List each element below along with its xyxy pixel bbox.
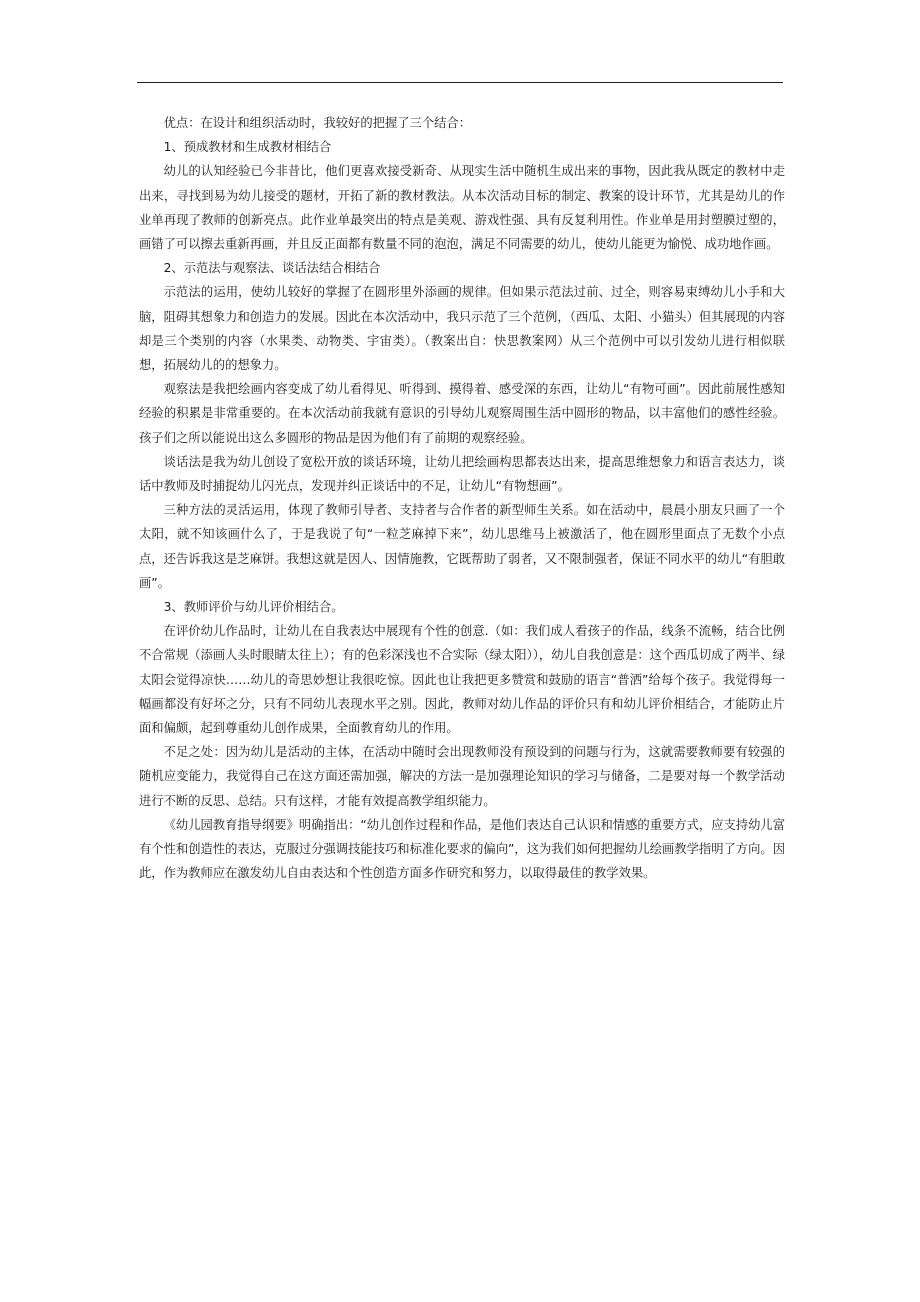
section-heading-2: 2、示范法与观察法、谈话法结合相结合 <box>163 261 381 276</box>
intro-paragraph: 优点：在设计和组织活动时，我较好的把握了三个结合： <box>163 116 472 130</box>
section-heading-3: 3、教师评价与幼儿评价相结合。 <box>163 600 344 615</box>
body-paragraph: 谈话法是我为幼儿创设了宽松开放的谈话环境，让幼儿把绘画构思都表达出来，提高思维想象力和语言表达力，谈话中教师及时捕捉幼儿闪光点，发现并纠正谈话中的不足，让幼儿“有物想画”。 <box>139 454 785 494</box>
section-heading-1: 1、预成教材和生成教材相结合 <box>163 140 332 155</box>
conclusion-paragraph: 《幼儿园教育指导纲要》明确指出：“幼儿创作过程和作品，是他们表达自己认识和情感的重要方式，应支持幼儿富有个性和创造性的表达，克服过分强调技能技巧和标准化要求的偏向”，这为我们如何把握幼儿绘画教学指明了方向。因此，作为教师应在激发幼儿自由表达和个性创造方面多作研究和努力，以取得最佳的教学效果。 <box>139 817 785 881</box>
body-paragraph: 在评价幼儿作品时，让幼儿在自我表达中展现有个性的创意.（如：我们成人看孩子的作品，线条不流畅，结合比例不合常规（添画人头时眼睛太往上）；有的色彩深浅也不合实际（绿太阳）），幼儿自我创意是：这个西瓜切成了两半、绿太阳会觉得凉快……幼儿的奇思妙想让我很吃惊。因此也让我把更多赞赏和鼓励的语言“普洒”给每个孩子。我觉得每一幅画都没有好坏之分，只有不同幼儿表现水平之别。因此，教师对幼儿作品的评价只有和幼儿评价相结合，才能防止片面和偏颇，起到尊重幼儿创作成果，全面教育幼儿的作用。 <box>139 624 785 736</box>
body-paragraph: 幼儿的认知经验已今非昔比，他们更喜欢接受新奇、从现实生活中随机生成出来的事物，因此我从既定的教材中走出来，寻找到易为幼儿接受的题材，开拓了新的教材教法。从本次活动目标的制定、教案的设计环节，尤其是幼儿的作业单再现了教师的创新亮点。此作业单最突出的特点是美观、游戏性强、具有反复利用性。作业单是用封塑膜过塑的，画错了可以擦去重新再画，并且反正面都有数量不同的泡泡，满足不同需要的幼儿，使幼儿能更为愉悦、成功地作画。 <box>139 164 785 252</box>
body-paragraph: 三种方法的灵活运用，体现了教师引导者、支持者与合作者的新型师生关系。如在活动中，晨晨小朋友只画了一个太阳，就不知该画什么了，于是我说了句“一粒芝麻掉下来”，幼儿思维马上被激活了，他在圆形里面点了无数个小点点，还告诉我这是芝麻饼。我想这就是因人、因情施教，它既帮助了弱者，又不限制强者，保证不同水平的幼儿“有胆敢画”。 <box>139 503 785 590</box>
document-body <box>139 111 785 886</box>
shortcomings-paragraph: 不足之处：因为幼儿是活动的主体，在活动中随时会出现教师没有预设到的问题与行为，这就需要教师要有较强的随机应变能力，我觉得自己在这方面还需加强，解决的方法一是加强理论知识的学习与储备，二是要对每一个教学活动进行不断的反思、总结。只有这样，才能有效提高教学组织能力。 <box>139 745 785 808</box>
header-rule <box>137 82 783 83</box>
body-paragraph: 示范法的运用，使幼儿较好的掌握了在圆形里外添画的规律。但如果示范法过前、过全，则容易束缚幼儿小手和大脑，阻碍其想象力和创造力的发展。因此在本次活动中，我只示范了三个范例，（西瓜、太阳、小猫头）但其展现的内容却是三个类别的内容（水果类、动物类、宇宙类）。（教案出自：快思教案网）从三个范例中可以引发幼儿进行相似联想，拓展幼儿的的想象力。 <box>139 285 785 373</box>
body-paragraph: 观察法是我把绘画内容变成了幼儿看得见、听得到、摸得着、感受深的东西，让幼儿“有物可画”。因此前展性感知经验的积累是非常重要的。在本次活动前我就有意识的引导幼儿观察周围生活中圆形的物品，以丰富他们的感性经验。孩子们之所以能说出这么多圆形的物品是因为他们有了前期的观察经验。 <box>139 382 785 445</box>
